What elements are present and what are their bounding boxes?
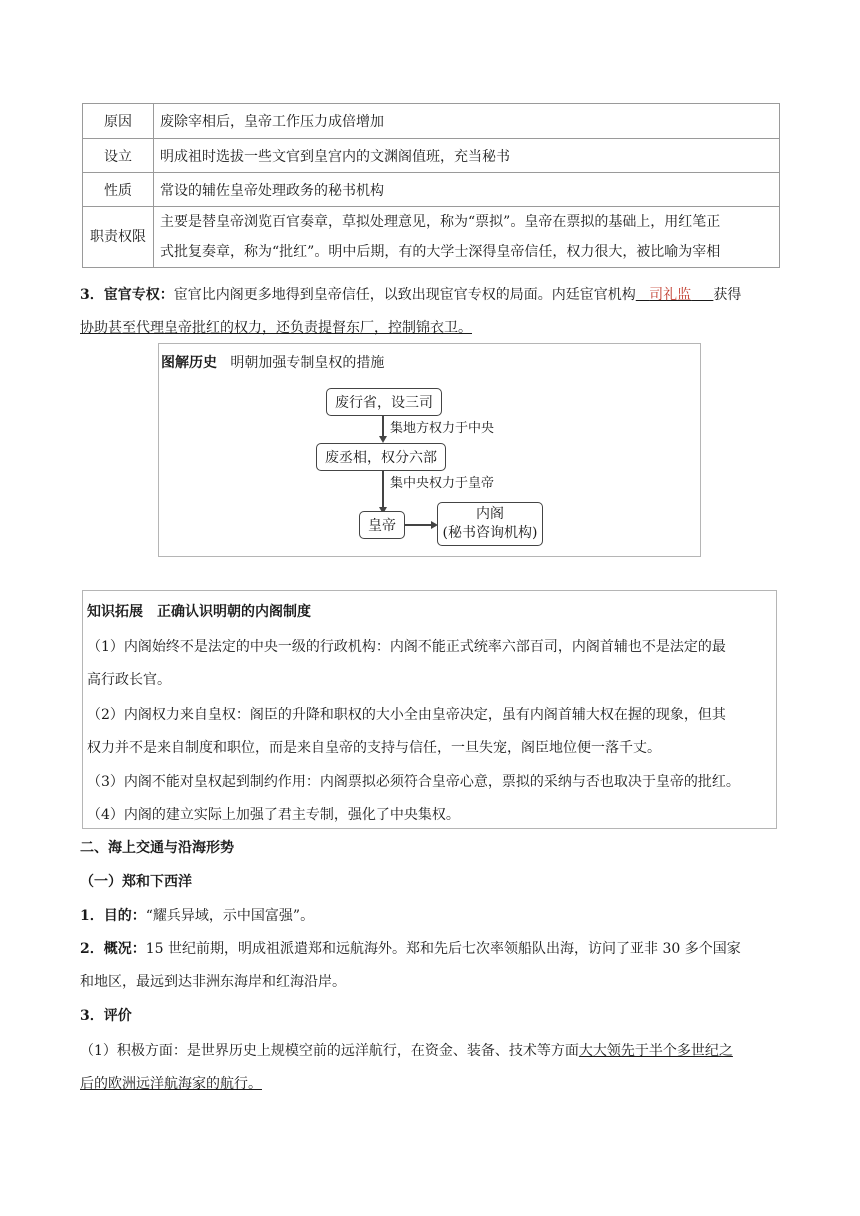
item2-label: 2．概况：	[80, 941, 146, 957]
node-abolish-chancellor: 废丞相，权分六部	[316, 443, 446, 471]
node-cabinet-desc: (秘书咨询机构)	[442, 525, 538, 541]
part2-heading: 二、海上交通与沿海形势	[80, 840, 234, 856]
item1-label: 1．目的：	[80, 908, 146, 924]
table-row	[83, 207, 780, 268]
section3-heading: 3．宦官专权：	[80, 287, 174, 303]
arrow-down-icon	[379, 436, 387, 443]
item1-text: “耀兵异域，示中国富强”。	[145, 908, 315, 924]
row-label: 设立	[83, 139, 154, 173]
diagram-title-row	[161, 352, 384, 372]
diagram-title: 明朝加强专制皇权的措施	[230, 355, 385, 371]
extension-p3: （3）内阁不能对皇权起到制约作用：内阁票拟必须符合皇帝心意，票拟的采纳与否也取决于皇帝的批红。	[87, 774, 740, 790]
extension-p1-line2: 高行政长官。	[87, 672, 171, 688]
eval-line1-b: 大大领先于半个多世纪之	[578, 1043, 733, 1059]
eval-line1-a: （1）积极方面：是世界历史上规模空前的远洋航行，在资金、装备、技术等方面	[80, 1043, 579, 1059]
table-row	[83, 104, 780, 139]
section3-text-a: 宦官比内阁更多地得到皇帝信任，以致出现宦官专权的局面。内廷宦官机构	[173, 287, 636, 303]
extension-p2-line1: （2）内阁权力来自皇权：阁臣的升降和职权的大小全由皇帝决定，虽有内阁首辅大权在握的现象，但其	[87, 707, 726, 723]
item2-text: 15 世纪前期，明成祖派遣郑和远航海外。郑和先后七次率领船队出海，访问了亚非 30 多个国家	[145, 941, 741, 957]
edge-line	[404, 524, 432, 526]
eval-line2-text: 后的欧洲远洋航海家的航行。	[80, 1076, 262, 1092]
section3-blank	[636, 287, 714, 303]
row-content	[154, 207, 780, 268]
section3-line2	[80, 317, 472, 337]
extension-p1-line1: （1）内阁始终不是法定的中央一级的行政机构：内阁不能正式统率六部百司，内阁首辅也不是法定的最	[87, 639, 726, 655]
section3-line1	[80, 284, 741, 304]
diagram-heading: 图解历史	[161, 355, 217, 371]
row-content: 废除宰相后，皇帝工作压力成倍增加	[154, 104, 780, 139]
edge-label-central-power: 集中央权力于皇帝	[390, 476, 495, 491]
eval-line1	[80, 1040, 733, 1060]
extension-p4: （4）内阁的建立实际上加强了君主专制，强化了中央集权。	[87, 807, 460, 823]
node-cabinet-name: 内阁	[476, 506, 504, 522]
node-cabinet	[437, 502, 543, 546]
part2-item3-label: 3．评价	[80, 1008, 132, 1024]
section3-answer: 司礼监	[649, 287, 692, 303]
row-label: 原因	[83, 104, 154, 139]
edge-line	[382, 470, 384, 510]
part2-item2-line2: 和地区，最远到达非洲东海岸和红海沿岸。	[80, 974, 346, 990]
row-content-line: 主要是替皇帝浏览百官奏章，草拟处理意见，称为“票拟”。皇帝在票拟的基础上，用红笔正	[160, 214, 721, 230]
row-content-line: 式批复奏章，称为“批红”。明中后期，有的大学士深得皇帝信任，权力很大，被比喻为宰相	[160, 244, 721, 260]
history-diagram	[158, 343, 701, 557]
row-content: 常设的辅佐皇帝处理政务的秘书机构	[154, 173, 780, 207]
section3-text-b: 获得	[713, 287, 742, 303]
extension-p2-line2: 权力并不是来自制度和职位，而是来自皇帝的支持与信任，一旦失宠，阁臣地位便一落千丈。	[87, 740, 661, 756]
part2-item1	[80, 905, 314, 925]
row-content: 明成祖时选拔一些文官到皇宫内的文渊阁值班，充当秘书	[154, 139, 780, 173]
row-label: 性质	[83, 173, 154, 207]
neige-info-table	[82, 103, 780, 268]
eval-line2	[80, 1073, 262, 1093]
row-label: 职责权限	[83, 207, 154, 268]
node-abolish-province: 废行省，设三司	[326, 388, 442, 416]
part2-sub1: （一）郑和下西洋	[80, 874, 192, 890]
table-row	[83, 173, 780, 207]
part2-item2-line1	[80, 938, 741, 958]
edge-label-local-power: 集地方权力于中央	[390, 421, 495, 436]
extension-heading: 知识拓展 正确认识明朝的内阁制度	[87, 604, 311, 620]
table-row	[83, 139, 780, 173]
node-emperor: 皇帝	[359, 511, 405, 539]
knowledge-extension-box	[82, 590, 777, 829]
section3-line2-text: 协助甚至代理皇帝批红的权力，还负责提督东厂，控制锦衣卫。	[80, 320, 472, 336]
